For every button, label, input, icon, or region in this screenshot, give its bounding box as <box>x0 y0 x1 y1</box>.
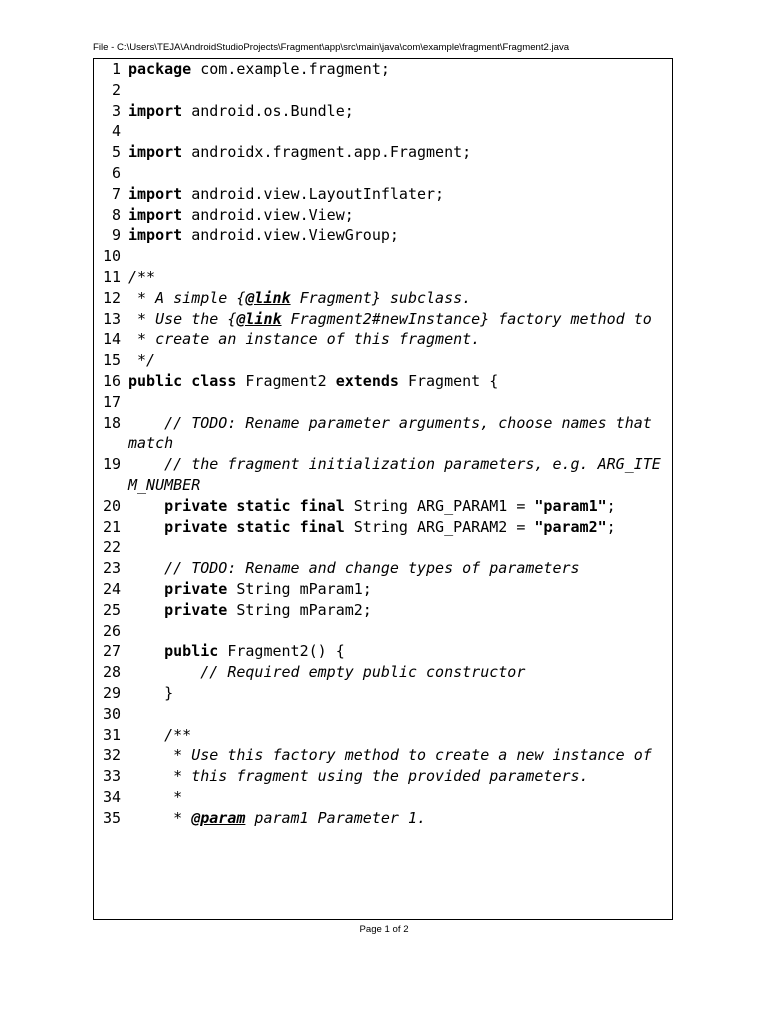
line-text <box>121 683 672 704</box>
line-number: 14 <box>102 330 121 349</box>
keyword-token: import <box>128 101 183 120</box>
code-token: Fragment2 <box>236 371 336 390</box>
line-number: 25 <box>102 600 121 619</box>
line-number: 28 <box>102 663 121 682</box>
line-text <box>121 704 672 725</box>
code-line <box>94 309 672 330</box>
line-number: 34 <box>102 787 121 806</box>
code-token: android.os.Bundle; <box>182 101 354 120</box>
keyword-token: import <box>128 143 183 162</box>
line-number: 17 <box>102 392 121 411</box>
code-line <box>94 59 672 80</box>
comment-token: * <box>128 787 183 806</box>
line-text <box>121 558 672 579</box>
line-text <box>121 350 672 371</box>
code-line <box>94 454 672 496</box>
line-number: 23 <box>102 559 121 578</box>
code-line <box>94 579 672 600</box>
page-number: Page 1 of 2 <box>359 924 409 935</box>
code-line <box>94 725 672 746</box>
comment-token: */ <box>128 351 156 370</box>
comment-token: Fragment} subclass. <box>290 288 472 307</box>
code-token: android.view.ViewGroup; <box>182 226 399 245</box>
comment-token: * this fragment using the provided parameters. <box>128 767 589 786</box>
line-number: 30 <box>102 704 121 723</box>
keyword-token: public <box>164 642 219 661</box>
code-token: String mParam1; <box>227 579 372 598</box>
line-number: 15 <box>102 351 121 370</box>
keyword-token: private static final <box>164 517 345 536</box>
line-number: 11 <box>102 267 121 286</box>
line-text <box>121 288 672 309</box>
javadoc-tag-token: @param <box>191 808 246 827</box>
code-line <box>94 683 672 704</box>
line-text <box>121 205 672 226</box>
line-text <box>121 246 672 267</box>
code-line <box>94 142 672 163</box>
code-line <box>94 600 672 621</box>
code-line <box>94 704 672 725</box>
line-number: 10 <box>102 247 121 266</box>
line-text <box>121 413 672 455</box>
line-number: 18 <box>102 413 121 432</box>
code-line <box>94 246 672 267</box>
string-token: "param2" <box>534 517 607 536</box>
line-text <box>121 121 672 142</box>
comment-token: /** <box>128 725 192 744</box>
comment-token: /** <box>128 267 156 286</box>
line-text <box>121 184 672 205</box>
code-line <box>94 766 672 787</box>
code-token <box>128 518 164 536</box>
line-number: 5 <box>111 143 121 162</box>
line-number: 1 <box>111 60 121 78</box>
code-line <box>94 80 672 101</box>
line-text <box>121 745 672 766</box>
code-token <box>128 601 164 619</box>
code-token <box>128 497 164 515</box>
code-line <box>94 537 672 558</box>
code-line <box>94 184 672 205</box>
line-number: 16 <box>102 371 121 390</box>
line-text <box>121 725 672 746</box>
code-line <box>94 787 672 808</box>
code-listing <box>93 58 673 920</box>
code-line <box>94 288 672 309</box>
line-text <box>121 329 672 350</box>
line-number: 9 <box>111 226 121 245</box>
keyword-token: private <box>164 579 228 598</box>
code-token: com.example.fragment; <box>191 60 390 78</box>
line-text <box>121 309 672 330</box>
code-line <box>94 329 672 350</box>
comment-token: Fragment2#newInstance} factory method to <box>281 309 652 328</box>
comment-token: * Use this factory method to create a new instance of <box>128 746 652 765</box>
line-text <box>121 766 672 787</box>
code-token: ; <box>606 496 616 515</box>
line-text <box>121 267 672 288</box>
line-text <box>121 101 672 122</box>
line-text <box>121 371 672 392</box>
line-number: 27 <box>102 642 121 661</box>
code-token: String ARG_PARAM2 = <box>344 517 535 536</box>
keyword-token: import <box>128 205 183 224</box>
code-token: androidx.fragment.app.Fragment; <box>182 143 472 162</box>
line-text <box>121 600 672 621</box>
line-number: 20 <box>102 496 121 515</box>
line-number: 32 <box>102 746 121 765</box>
code-line <box>94 517 672 538</box>
comment-token: * Use the { <box>128 309 237 328</box>
keyword-token: extends <box>335 371 399 390</box>
comment-token: // Required empty public constructor <box>128 663 526 682</box>
code-line <box>94 371 672 392</box>
keyword-token: private <box>164 600 228 619</box>
line-text <box>121 808 672 829</box>
line-text <box>121 80 672 101</box>
comment-token: * A simple { <box>128 288 246 307</box>
line-text <box>121 621 672 642</box>
code-token: } <box>128 683 174 702</box>
code-token: android.view.View; <box>182 205 354 224</box>
line-number: 12 <box>102 288 121 307</box>
code-line <box>94 350 672 371</box>
line-text <box>121 787 672 808</box>
code-line <box>94 121 672 142</box>
line-number: 2 <box>111 80 121 99</box>
line-text <box>121 537 672 558</box>
javadoc-tag-token: @link <box>236 309 282 328</box>
line-number: 8 <box>111 205 121 224</box>
line-text <box>121 641 672 662</box>
line-text <box>121 517 672 538</box>
line-number: 29 <box>102 683 121 702</box>
comment-token: // the fragment initialization parameters, e.g. ARG_ITEM_NUMBER <box>128 455 661 494</box>
javadoc-tag-token: @link <box>245 288 291 307</box>
keyword-token: import <box>128 226 183 245</box>
line-number: 33 <box>102 767 121 786</box>
line-number: 6 <box>111 163 121 182</box>
keyword-token: public class <box>128 371 237 390</box>
line-text <box>121 225 672 246</box>
code-line <box>94 662 672 683</box>
code-line <box>94 745 672 766</box>
code-line <box>94 808 672 829</box>
code-line <box>94 641 672 662</box>
line-text <box>121 392 672 413</box>
keyword-token: package <box>128 60 192 78</box>
line-text <box>121 59 672 80</box>
code-line <box>94 621 672 642</box>
line-text <box>121 454 672 496</box>
line-text <box>121 142 672 163</box>
line-number: 19 <box>102 455 121 474</box>
code-line <box>94 267 672 288</box>
code-line <box>94 558 672 579</box>
keyword-token: private static final <box>164 496 345 515</box>
line-number: 3 <box>111 101 121 120</box>
comment-token: // TODO: Rename parameter arguments, choose names that match <box>128 413 661 453</box>
code-token <box>128 580 164 598</box>
code-token: Fragment2() { <box>218 642 345 661</box>
code-line <box>94 225 672 246</box>
line-number: 22 <box>102 538 121 557</box>
code-line <box>94 413 672 455</box>
code-line <box>94 205 672 226</box>
line-number: 35 <box>102 808 121 827</box>
code-lines <box>94 59 672 828</box>
line-number: 4 <box>111 122 121 141</box>
line-number: 26 <box>102 621 121 640</box>
comment-token: param1 Parameter 1. <box>245 808 427 827</box>
code-line <box>94 163 672 184</box>
code-token <box>128 642 164 660</box>
line-text <box>121 496 672 517</box>
line-number: 7 <box>111 184 121 203</box>
line-text <box>121 662 672 683</box>
line-text <box>121 163 672 184</box>
line-number: 31 <box>102 725 121 744</box>
file-path-header: File - C:\Users\TEJA\AndroidStudioProjects\Fragment\app\src\main\java\com\example\fragment\Fragment2.java <box>93 42 570 53</box>
code-token: Fragment { <box>398 371 499 390</box>
comment-token: * create an instance of this fragment. <box>128 330 481 349</box>
code-line <box>94 392 672 413</box>
code-line <box>94 101 672 122</box>
code-token: ; <box>606 517 616 536</box>
string-token: "param1" <box>534 496 607 515</box>
line-number: 24 <box>102 579 121 598</box>
keyword-token: import <box>128 184 183 203</box>
line-text <box>121 579 672 600</box>
line-number: 13 <box>102 309 121 328</box>
code-line <box>94 496 672 517</box>
code-token: String ARG_PARAM1 = <box>344 496 535 515</box>
code-token: String mParam2; <box>227 600 372 619</box>
comment-token: * <box>128 808 192 827</box>
code-token: android.view.LayoutInflater; <box>182 184 445 203</box>
comment-token: // TODO: Rename and change types of parameters <box>128 559 580 578</box>
line-number: 21 <box>102 517 121 536</box>
